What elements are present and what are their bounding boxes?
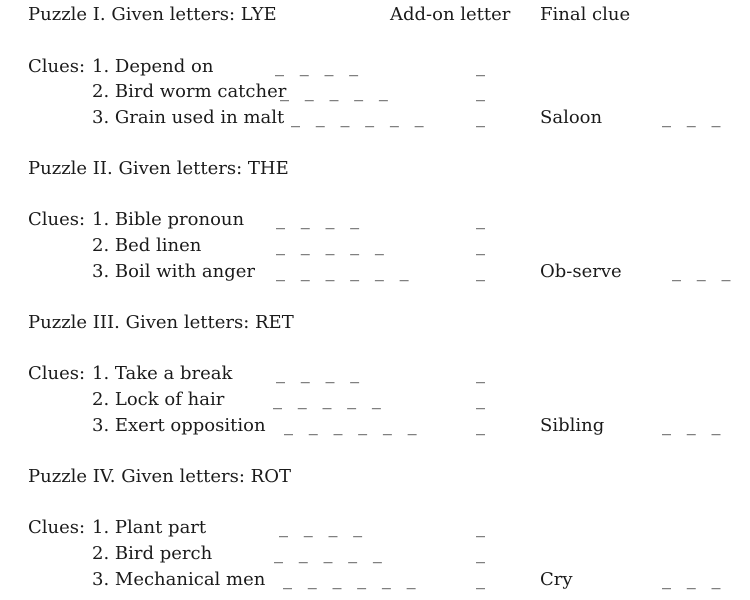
addon-blank[interactable]: _ [476,81,485,102]
final-answer-blank[interactable]: _ _ _ [662,107,726,128]
clue-text: 3. Mechanical men [92,569,266,590]
clue-text: 1. Take a break [92,363,233,384]
answer-blank[interactable]: _ _ _ _ [279,517,368,538]
addon-blank[interactable]: _ [476,363,485,384]
addon-blank[interactable]: _ [476,543,485,564]
addon-blank[interactable]: _ [476,261,485,282]
puzzle-title: Puzzle II. Given letters: THE [28,158,289,179]
answer-blank[interactable]: _ _ _ _ _ [280,81,393,102]
final-answer-blank[interactable]: _ _ _ [672,261,736,282]
answer-blank[interactable]: _ _ _ _ _ [273,389,386,410]
addon-blank[interactable]: _ [476,389,485,410]
answer-blank[interactable]: _ _ _ _ _ _ [276,261,414,282]
answer-blank[interactable]: _ _ _ _ [276,209,365,230]
final-clue: Ob-serve [540,261,622,282]
clue-text: 1. Plant part [92,517,207,538]
answer-blank[interactable]: _ _ _ _ _ _ [283,569,421,590]
answer-blank[interactable]: _ _ _ _ [275,56,364,77]
answer-blank[interactable]: _ _ _ _ [276,363,365,384]
clues-label: Clues: [28,56,86,77]
addon-blank[interactable]: _ [476,209,485,230]
final-clue-header: Final clue [540,4,631,25]
clue-text: 2. Bird worm catcher [92,81,287,102]
answer-blank[interactable]: _ _ _ _ _ _ [291,107,429,128]
addon-letter-header: Add-on letter [390,4,511,25]
clue-text: 2. Lock of hair [92,389,225,410]
clue-text: 1. Depend on [92,56,214,77]
final-clue: Cry [540,569,573,590]
clues-label: Clues: [28,517,86,538]
addon-blank[interactable]: _ [476,415,485,436]
answer-blank[interactable]: _ _ _ _ _ _ [284,415,422,436]
answer-blank[interactable]: _ _ _ _ _ [276,235,389,256]
addon-blank[interactable]: _ [476,235,485,256]
clue-text: 2. Bird perch [92,543,213,564]
addon-blank[interactable]: _ [476,517,485,538]
clues-label: Clues: [28,363,86,384]
clue-text: 3. Boil with anger [92,261,256,282]
clue-text: 3. Grain used in malt [92,107,285,128]
puzzle-title: Puzzle I. Given letters: LYE [28,4,277,25]
clue-text: 2. Bed linen [92,235,202,256]
clue-text: 1. Bible pronoun [92,209,245,230]
final-answer-blank[interactable]: _ _ _ [662,415,726,436]
puzzle-title: Puzzle IV. Given letters: ROT [28,466,291,487]
final-clue: Sibling [540,415,605,436]
addon-blank[interactable]: _ [476,569,485,590]
final-clue: Saloon [540,107,603,128]
answer-blank[interactable]: _ _ _ _ _ [274,543,387,564]
clue-text: 3. Exert opposition [92,415,266,436]
addon-blank[interactable]: _ [476,56,485,77]
final-answer-blank[interactable]: _ _ _ [662,569,726,590]
addon-blank[interactable]: _ [476,107,485,128]
puzzle-title: Puzzle III. Given letters: RET [28,312,294,333]
clues-label: Clues: [28,209,86,230]
